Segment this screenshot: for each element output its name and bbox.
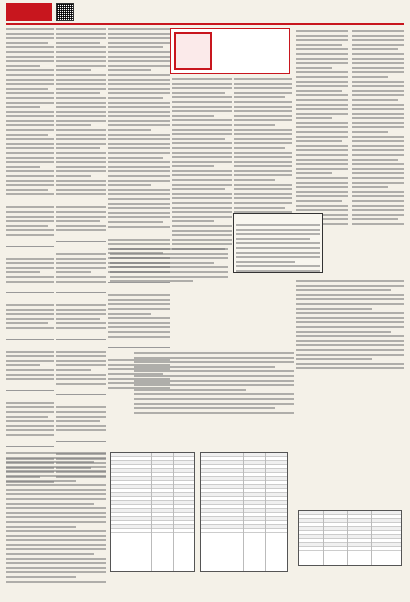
section-tag: [6, 3, 52, 21]
divider: [56, 339, 106, 340]
lost-notice-box: [233, 213, 323, 273]
notice-title: [6, 395, 54, 400]
notice-body: [352, 30, 404, 225]
divider: [56, 441, 106, 442]
shareholder-notice-body: [134, 352, 294, 416]
finance-data-table: [298, 510, 402, 566]
divider: [108, 347, 170, 348]
cancel-notice-body: [110, 248, 228, 285]
notice-body: [134, 352, 294, 414]
notice-body: [296, 30, 348, 225]
notice-signature: [56, 234, 106, 238]
notice-body: [6, 402, 54, 436]
notice-signature: [56, 285, 106, 289]
notice-signature: [6, 332, 54, 336]
notice-column-7: [352, 30, 404, 228]
qr-code-icon: [56, 3, 74, 21]
divider: [6, 390, 54, 391]
notice-body: [234, 78, 292, 213]
divider: [56, 241, 106, 242]
notice-body: [56, 206, 106, 231]
divider: [56, 292, 106, 293]
notice-column-5: [234, 78, 292, 216]
notice-body: [108, 294, 170, 337]
notice-body: [56, 28, 106, 195]
notice-signature: [108, 340, 170, 344]
notice-column-4: [172, 78, 232, 253]
ad-banner: [170, 28, 290, 74]
lost-notice-body: [236, 224, 320, 272]
notice-body: [56, 253, 106, 283]
header-rule: [6, 23, 404, 25]
notice-column-6: [296, 30, 348, 228]
notice-title: [56, 446, 106, 451]
notice-signature: [6, 383, 54, 387]
notice-column-9: [6, 452, 106, 585]
notice-body: [6, 304, 54, 329]
notice-title: [56, 246, 106, 251]
notice-title: [56, 399, 106, 404]
page-header: [0, 0, 410, 26]
notice-title: [6, 251, 54, 256]
notice-signature: [56, 332, 106, 336]
notice-title: [6, 297, 54, 302]
divider: [56, 394, 106, 395]
notice-body: [110, 248, 228, 282]
notice-title: [56, 199, 106, 204]
notice-body: [6, 351, 54, 381]
notice-title: [108, 232, 170, 237]
notice-signature: [6, 439, 54, 443]
notice-title: [56, 344, 106, 349]
notice-body: [56, 406, 106, 431]
bank-data-table-1: [110, 452, 195, 572]
notice-body: [108, 28, 170, 228]
notice-body: [56, 304, 106, 329]
notice-title: [56, 297, 106, 302]
bank-data-table-2: [200, 452, 288, 572]
divider: [6, 292, 54, 293]
notice-column-3: [108, 28, 170, 398]
notice-body: [6, 206, 54, 236]
notice-signature: [6, 285, 54, 289]
notice-body: [172, 78, 232, 250]
notice-column-2: [56, 28, 106, 488]
notice-signature: [56, 387, 106, 391]
notice-title: [6, 199, 54, 204]
lost-notice-title: [236, 216, 320, 222]
divider: [6, 446, 54, 447]
notice-column-1: [6, 28, 54, 492]
notice-body: [6, 452, 106, 583]
notice-body: [56, 351, 106, 385]
notice-signature: [56, 434, 106, 438]
divider: [6, 246, 54, 247]
notice-column-8: [296, 280, 404, 372]
notice-signature: [6, 239, 54, 243]
ad-seal: [174, 32, 212, 70]
notice-title: [108, 287, 170, 292]
notice-body: [6, 258, 54, 283]
notice-title: [6, 344, 54, 349]
notice-body: [6, 28, 54, 195]
divider: [6, 339, 54, 340]
notice-body: [296, 280, 404, 369]
